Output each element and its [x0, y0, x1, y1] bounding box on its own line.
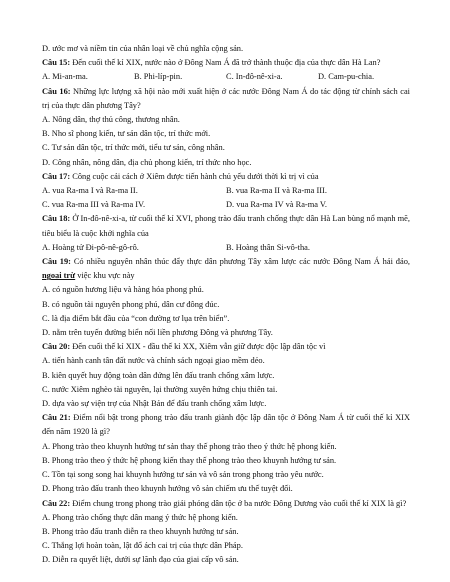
question-number: Câu 16:: [42, 86, 71, 96]
question-19: [42, 255, 410, 283]
question-17: [42, 170, 410, 184]
question-number: Câu 22:: [42, 498, 71, 508]
answer-options-row: [42, 241, 410, 255]
answer-option: C. nước Xiêm nghèo tài nguyên, lại thường xuyên hứng chịu thiên tai.: [42, 384, 278, 394]
answer-option: C. In-đô-nê-xi-a.: [226, 72, 283, 82]
answer-option: B. kiên quyết huy động toàn dân đứng lên đấu tranh chống xâm lược.: [42, 370, 275, 380]
answer-option: A. vua Ra-ma I và Ra-ma II.: [42, 186, 138, 196]
question-text: Có nhiều nguyên nhân thúc đẩy thực dân phương Tây xâm lược các nước Đông Nam Á hải đảo,: [70, 257, 410, 267]
question-number: Câu 15:: [42, 58, 71, 68]
question-number: Câu 18:: [42, 214, 71, 224]
question-emphasis: ngoại trừ: [42, 271, 76, 281]
answer-option: C. là địa điểm bắt đầu của “con đường tơ lụa trên biển”.: [42, 313, 230, 323]
answer-option: B. Nho sĩ phong kiến, tư sản dân tộc, trí thức mới.: [42, 129, 211, 139]
question-number: Câu 17:: [42, 171, 71, 181]
answer-option: A. Phong trào theo khuynh hướng tư sản thay thế phong trào theo ý thức hệ phong kiến.: [42, 441, 337, 451]
question-text: Điểm nổi bật trong phong trào đấu tranh giành độc lập dân tộc ở Đông Nam Á từ cuối thế kỉ XIX đến năm 1920 là gì?: [42, 413, 411, 437]
answer-option: A. tiến hành canh tân đất nước và chính sách ngoại giao mềm dẻo.: [42, 356, 265, 366]
question-text: Đến cuối thế kỉ XIX - đầu thế kỉ XX, Xiêm vẫn giữ được độc lập dân tộc vì: [70, 342, 326, 352]
answer-options-row: [42, 70, 410, 84]
answer-option: A. có nguồn hương liệu và hàng hóa phong phú.: [42, 285, 204, 295]
question-number: Câu 21:: [42, 413, 71, 423]
answer-options-row: [42, 198, 410, 212]
question-number: Câu 19:: [42, 257, 71, 267]
answer-option: A. Nông dân, thợ thủ công, thương nhân.: [42, 115, 180, 125]
question-22: [42, 497, 410, 511]
answer-option: B. Phong trào theo ý thức hệ phong kiến thay thế phong trào theo khuynh hướng tư sản.: [42, 455, 337, 465]
question-number: Câu 20:: [42, 342, 71, 352]
question-text: Những lực lượng xã hội nào mới xuất hiện ở các nước Đông Nam Á do tác động từ chính sách cai trị của thực dân phương Tây?: [42, 86, 411, 110]
question-21: [42, 411, 410, 439]
answer-option: B. có nguồn tài nguyên phong phú, dân cư đông đúc.: [42, 299, 220, 309]
answer-option: B. Hoàng thân Si-vô-tha.: [226, 242, 310, 252]
answer-option: B. Phi-líp-pin.: [134, 72, 183, 82]
question-18: [42, 212, 410, 240]
answer-option: D. nằm trên tuyến đường biển nối liền phương Đông và phương Tây.: [42, 328, 273, 338]
answer-option: D. ước mơ và niềm tin của nhân loại về chủ nghĩa cộng sản.: [42, 44, 244, 53]
answer-option: D. Diễn ra quyết liệt, dưới sự lãnh đạo của giai cấp vô sản.: [42, 555, 239, 565]
answer-option: A. Phong trào chống thực dân mang ý thức hệ phong kiến.: [42, 512, 238, 522]
question-text: Công cuộc cải cách ở Xiêm được tiến hành chủ yếu dưới thời kì trị vì của: [70, 171, 319, 181]
answer-options-row: [42, 184, 410, 198]
answer-option: A. Hoàng tử Đi-pô-nê-gô-rô.: [42, 242, 139, 252]
question-text: Điểm chung trong phong trào giải phóng dân tộc ở ba nước Đông Dương vào cuối thế kỉ XIX là gì?: [70, 498, 407, 508]
answer-option: D. Phong trào đấu tranh theo khuynh hướng vô sản chiếm ưu thế tuyệt đối.: [42, 484, 293, 494]
question-16: [42, 85, 410, 113]
answer-option: C. Tư sản dân tộc, trí thức mới, tiểu tư sản, công nhân.: [42, 143, 225, 153]
answer-option: D. Cam-pu-chia.: [318, 72, 375, 82]
question-20: [42, 340, 410, 354]
answer-option: D. vua Ra-ma IV và Ra-ma V.: [226, 200, 327, 210]
answer-option: C. vua Ra-ma III và Ra-ma IV.: [42, 200, 146, 210]
question-text: Đến cuối thế kỉ XIX, nước nào ở Đông Nam Á đã trở thành thuộc địa của thực dân Hà Lan?: [70, 58, 381, 68]
question-text: Ở In-đô-nê-xi-a, từ cuối thế kỉ XVI, phong trào đấu tranh chống thực dân Hà Lan bùng nổ mạnh mẽ, tiêu biểu là cuộc khởi nghĩa của: [42, 214, 410, 238]
question-15: [42, 56, 410, 70]
answer-option: B. Phong trào đấu tranh diễn ra theo khuynh hướng tư sản.: [42, 526, 239, 536]
question-text: việc khu vực này: [75, 271, 135, 281]
answer-option: D. Công nhân, nông dân, địa chủ phong kiến, trí thức nho học.: [42, 157, 252, 167]
answer-option: C. Tồn tại song song hai khuynh hướng tư sản và vô sản trong phong trào yêu nước.: [42, 470, 324, 480]
answer-option: B. vua Ra-ma II và Ra-ma III.: [226, 186, 327, 196]
answer-option: C. Thắng lợi hoàn toàn, lật đổ ách cai trị của thực dân Pháp.: [42, 541, 243, 551]
answer-option: D. dựa vào sự viện trợ của Nhật Bản để đấu tranh chống xâm lược.: [42, 399, 267, 409]
answer-option: A. Mi-an-ma.: [42, 72, 88, 82]
